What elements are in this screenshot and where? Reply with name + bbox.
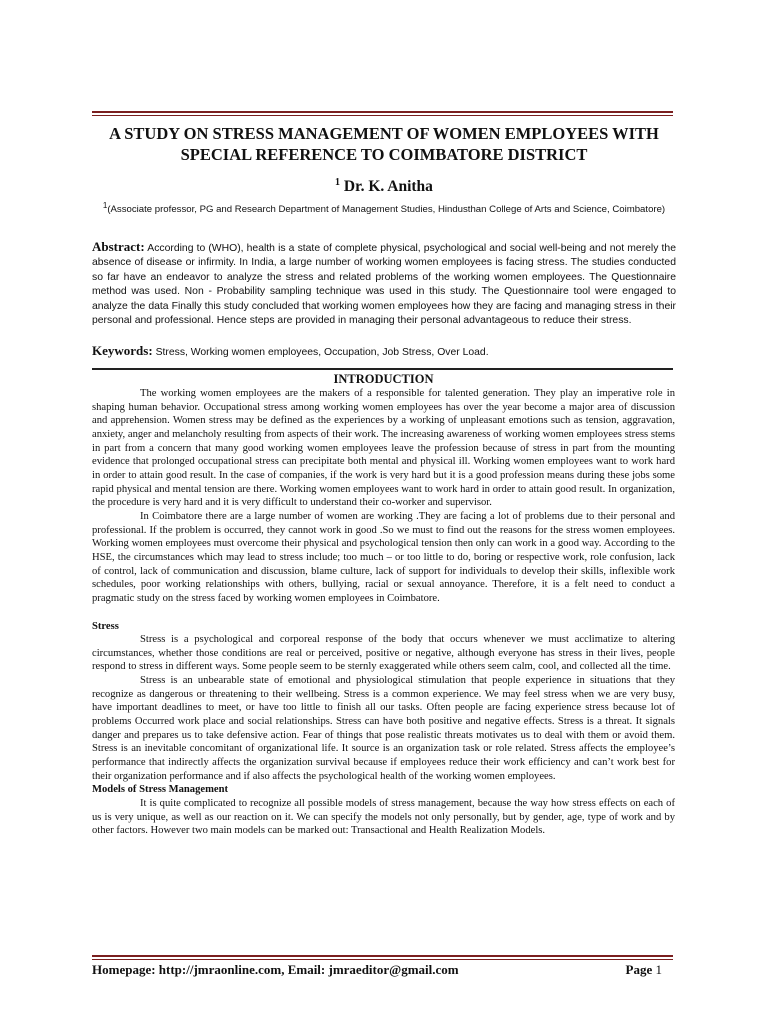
section-rule [92,368,673,370]
keywords [92,343,676,359]
page-number [626,962,662,978]
abstract [92,240,676,328]
keywords-text: Stress, Working women employees, Occupation, Job Stress, Over Load. [155,347,489,358]
abstract-label: Abstract: [92,239,145,254]
affiliation-superscript: 1 [102,201,108,210]
abstract-text: According to (WHO), health is a state of complete physical, psychological and social well-being and not merely the absence of disease or infirmity. In India, a large number of working women employees is facing stress. The studies conducted so far have an endeavor to analyze the stress and related problems of the working women employees. The Questionnaire method was used. Non - Probability sampling technique was used in this study. The Questionnaire tool were engaged to analyze the data Finally this study concluded that working women employees how they are facing and managing stress in their personal and professional. Hence steps are provided in managing their personal advantageous to reduce their stress. [92,243,676,327]
introduction-heading: INTRODUCTION [333,372,434,386]
stress-paragraph-1: Stress is a psychological and corporeal response of the body that occurs whenever we must acclimatize to altering circumstances, whether those conditions are real or perceived, positive or negative, although everyone has stress in their lives, people respond to stress in different ways. Some people seem to be sternly exaggerated while others seem calm, cool, and collected all the time. [92,634,675,673]
intro-paragraph-2: In Coimbatore there are a large number of women are working .They are facing a lot of problems due to their personal and professional. If the problem is occurred, they cannot work in good .So we must to find out the reasons for the stress women employees. Working women employees must overcome their physical and psychological tension then only can work in a good way. According to the HSE, the circumstances which may lead to stress include; too much – or too little to do, boring or respective work, role confusion, lack of control, lack of communication and discussion, blame culture, lack of support for individuals to develop their skills, inflexible work schedules, poor working relationships with others, bullying, racial or sexual annoyance. Therefore, it is a felt need to conduct a pragmatic study on the stress faced by working women employees in Coimbatore. [92,510,675,604]
intro-paragraph-1: The working women employees are the makers of a responsible for talented generation. They play an imperative role in shaping human behavior. Occupational stress among working women employees has over the year become a major area of discussion and apprehension. Women stress may be defined as the experiences by a working of unpleasant emotions such as tension, aggravation, anxiety, anger and melancholy resulting from aspects of their work. The increasing awareness of working women employees stress stems in part from a concern that many good working women employees leave the profession because of stress in part from the mounting evidence that prolonged occupational stress can precipitate both mental and physical ill. Working women employees want to work hard in order to attain good result. In the case of companies, if the work is very hard but it is a good profession means during these jobs some rapid physical and mental tension are there. Working women employees want to work hard in order to attain good result. In organization, the procedure is very hard and it is very difficult to understand their co-worker and supervisor. [92,388,675,509]
author-name [80,177,688,196]
author-text: Dr. K. Anitha [343,178,433,196]
affiliation-text: (Associate professor, PG and Research Department of Management Studies, Hindusthan College of Arts and Science, Coimbatore) [107,204,666,216]
page-footer [92,962,662,978]
stress-heading: Stress [92,620,119,632]
affiliation [96,199,672,217]
paper-title: A STUDY ON STRESS MANAGEMENT OF WOMEN EMPLOYEES WITH SPECIAL REFERENCE TO COIMBATORE DISTRICT [109,124,659,164]
keywords-label: Keywords: [92,343,153,358]
models-paragraph-1: It is quite complicated to recognize all possible models of stress management, because the way how stress effects on each of us is very unique, as well as our reaction on it. We can specify the models not only personally, but by gender, age, type of work and by other factors. However two main models can be marked out: Transactional and Health Realization Models. [92,798,675,837]
footer-rule [92,955,673,960]
footer-homepage: Homepage: http://jmraonline.com, Email: jmraeditor@gmail.com [92,962,459,977]
page-label: Page [625,962,653,977]
models-heading: Models of Stress Management [92,784,229,796]
header-rule [92,111,673,116]
page-number-value: 1 [655,962,662,977]
stress-paragraph-2: Stress is an unbearable state of emotional and physiological stimulation that people experience in situations that they recognize as dangerous or threatening to their wellbeing. Stress is a common experience. We may feel stress when we are very busy, have important deadlines to meet, or have too little to finish all our tasks. Often people are facing experience stress because lot of problems Occurred work place and social relationships. Stress can have both positive and negative effects. Stress is a threat. It signals danger and prepares us to take defensive action. Fear of things that pose realistic threats motivates us to deal with them or avoid them. Stress is an inevitable concomitant of organizational life. It source is an organization task or role related. Stress affects the employee’s performance that indirectly affects the organization survival because if employees reduce their work efficiency and can’t work best for their organization performance and if also affects the psychological health of the working women employees. [92,675,675,782]
paper-body [92,372,675,838]
author-superscript: 1 [335,177,341,188]
